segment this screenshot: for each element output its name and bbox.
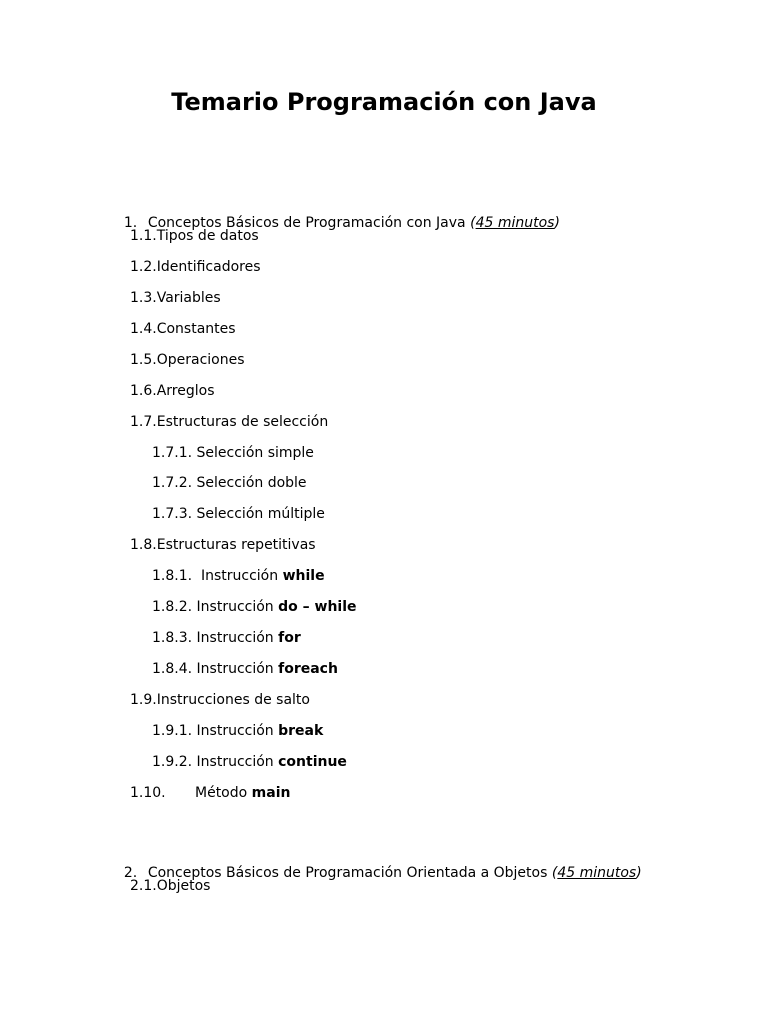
- duration-value: 45 minutos: [557, 865, 637, 881]
- item-number: 1.9.: [130, 692, 157, 708]
- item-text: Constantes: [156, 321, 236, 337]
- subitem-text: Instrucción: [196, 661, 274, 677]
- subitem-text: Instrucción: [196, 630, 274, 646]
- section-title: Conceptos Básicos de Programación con Java: [147, 215, 466, 231]
- list-subitem: [152, 474, 307, 492]
- subitem-keyword: for: [278, 630, 301, 646]
- subitem-keyword: foreach: [278, 661, 338, 677]
- section-title: Conceptos Básicos de Programación Orientada a Objetos: [147, 865, 548, 881]
- list-item: [130, 536, 316, 554]
- item-number: 1.8.: [130, 537, 157, 553]
- section-number: 1.: [123, 215, 138, 231]
- list-subitem: [152, 722, 323, 740]
- item-text: Arreglos: [156, 383, 215, 399]
- subitem-keyword: continue: [278, 754, 347, 770]
- item-number: 2.1.: [130, 878, 157, 894]
- list-item: [130, 691, 310, 709]
- subitem-keyword: while: [282, 568, 325, 584]
- subitem-number: 1.8.4.: [152, 661, 193, 677]
- item-text: Instrucciones de salto: [156, 692, 310, 708]
- subitem-number: 1.7.1.: [152, 445, 193, 461]
- list-subitem: [152, 753, 347, 771]
- list-item: [130, 320, 236, 338]
- document-title: Temario Programación con Java: [171, 88, 597, 116]
- subitem-text: Selección múltiple: [196, 506, 325, 522]
- subitem-number: 1.9.2.: [152, 754, 193, 770]
- item-number: 1.7.: [130, 414, 157, 430]
- item-number: 1.1.: [130, 228, 157, 244]
- item-number: 1.3.: [130, 290, 157, 306]
- list-subitem: [152, 444, 314, 462]
- subitem-text: Instrucción: [196, 723, 274, 739]
- item-text: Operaciones: [156, 352, 245, 368]
- item-number: 1.6.: [130, 383, 157, 399]
- list-item: [130, 351, 245, 369]
- subitem-keyword: break: [278, 723, 324, 739]
- subitem-number: 1.8.1.: [152, 568, 193, 584]
- item-text: Estructuras repetitivas: [156, 537, 316, 553]
- subitem-number: 1.9.1.: [152, 723, 193, 739]
- subitem-number: 1.7.3.: [152, 506, 193, 522]
- section-number: 2.: [123, 865, 138, 881]
- item-number: 1.4.: [130, 321, 157, 337]
- subitem-text: Instrucción: [196, 599, 274, 615]
- item-text: Variables: [156, 290, 221, 306]
- subitem-number: 1.8.3.: [152, 630, 193, 646]
- list-item: [130, 258, 261, 276]
- duration-value: 45 minutos: [475, 215, 555, 231]
- subitem-text: Instrucción: [196, 754, 274, 770]
- item-number: 1.10.: [130, 785, 166, 801]
- list-item: [130, 382, 215, 400]
- item-number: 1.5.: [130, 352, 157, 368]
- item-text: Método: [195, 785, 248, 801]
- list-subitem: [152, 598, 357, 616]
- subitem-number: 1.8.2.: [152, 599, 193, 615]
- list-item: [130, 413, 328, 431]
- subitem-text: Selección doble: [196, 475, 307, 491]
- list-subitem: [152, 629, 301, 647]
- list-item: [130, 227, 259, 245]
- subitem-text: Selección simple: [196, 445, 314, 461]
- list-subitem: [152, 567, 325, 585]
- item-number: 1.2.: [130, 259, 157, 275]
- subitem-keyword: do – while: [278, 599, 357, 615]
- list-subitem: [152, 660, 338, 678]
- list-item: [130, 289, 221, 307]
- section-duration: (45 minutos): [470, 215, 560, 231]
- item-text: Identificadores: [156, 259, 261, 275]
- item-text: Objetos: [156, 878, 211, 894]
- list-item: [130, 784, 290, 802]
- item-text: Estructuras de selección: [156, 414, 329, 430]
- item-text: Tipos de datos: [156, 228, 259, 244]
- item-keyword: main: [251, 785, 291, 801]
- subitem-text: Instrucción: [200, 568, 279, 584]
- list-item: [130, 877, 210, 895]
- section-duration: (45 minutos): [551, 865, 642, 881]
- subitem-number: 1.7.2.: [152, 475, 193, 491]
- list-subitem: [152, 505, 325, 523]
